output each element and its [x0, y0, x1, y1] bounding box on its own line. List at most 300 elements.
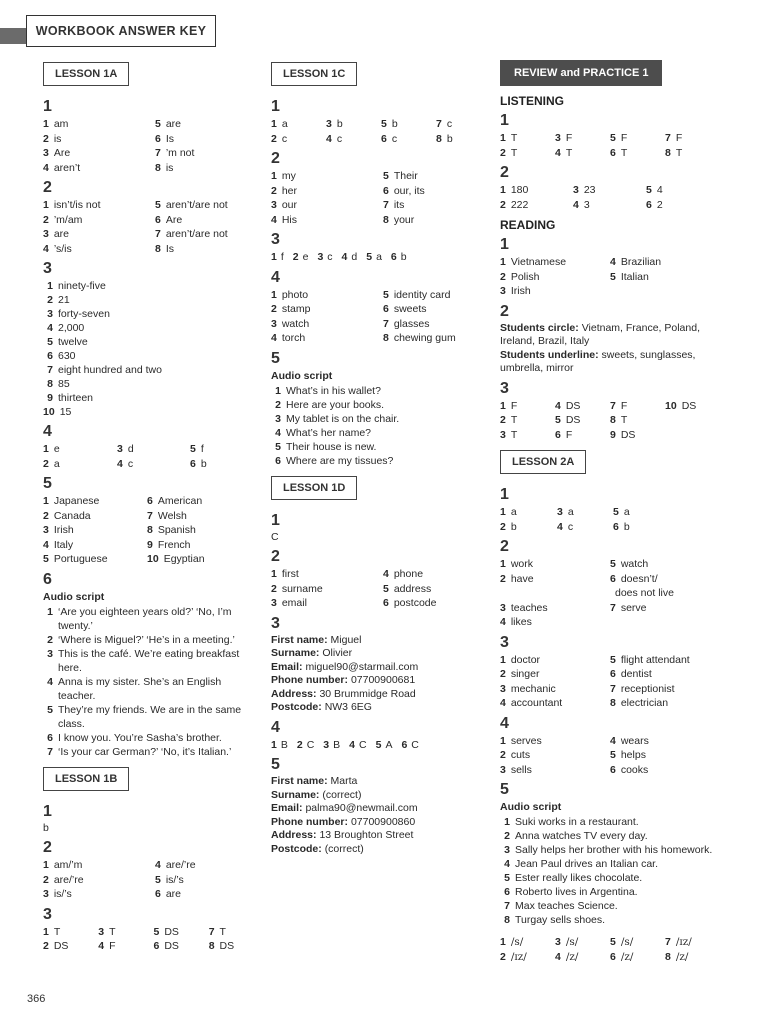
answer-text: DS [164, 940, 179, 952]
answer-cell [646, 183, 706, 198]
item-number: 4 [43, 242, 49, 255]
item-number: 1 [43, 443, 49, 455]
answer-cell [271, 317, 383, 332]
answer-row [500, 255, 720, 270]
item-number: 9 [147, 538, 153, 551]
answer-cell [147, 523, 247, 538]
exercise-1c-2 [271, 150, 486, 227]
answer-text: a [281, 118, 288, 130]
students-underline: Students underline: sweets, sunglasses, umbrella, mirror [500, 348, 696, 374]
answer-text: glasses [393, 317, 430, 330]
answer-cell [383, 184, 483, 199]
answer-cell [613, 505, 673, 520]
item-text: Where are my tissues? [286, 454, 394, 467]
list-item [500, 871, 720, 885]
answer-cell [610, 667, 720, 682]
item-number: 2 [43, 213, 49, 226]
item-number: 2 [500, 414, 506, 426]
answer-cell [610, 696, 720, 711]
answer-cell [43, 509, 147, 524]
item-number: 5 [381, 118, 387, 130]
answer-row [271, 596, 486, 611]
answer-cell [271, 288, 383, 303]
answer-row [271, 198, 486, 213]
item-number: 2 [500, 270, 506, 283]
form-field [271, 816, 486, 830]
answer-cell [610, 682, 720, 697]
answer-cell [665, 131, 715, 146]
answer-cell [500, 270, 610, 285]
students-circle: Students circle: Vietnam, France, Poland, Ireland, Brazil, Italy [500, 321, 700, 347]
item-number: 3 [317, 251, 324, 263]
item-number: 1 [500, 184, 506, 196]
answer-row [500, 615, 720, 630]
field-label: Phone number: [271, 674, 349, 686]
answer-text: are [53, 228, 70, 240]
answer-cell [43, 242, 155, 257]
answer-cell [610, 615, 720, 630]
item-number: 8 [383, 332, 389, 344]
exercise-number: 3 [500, 633, 509, 651]
item-number: 7 [383, 199, 389, 211]
exercise-number: 2 [500, 164, 509, 181]
phonetic-symbol: /s/ [565, 936, 579, 948]
answer-text: c [327, 251, 333, 263]
answer-row [500, 131, 720, 146]
item-number: 8 [610, 697, 616, 709]
list-item [43, 647, 258, 675]
exercise-1b-1 [43, 803, 258, 836]
answer-text: C [306, 738, 315, 751]
answer-cell [381, 132, 436, 147]
item-text: ninety-five [58, 280, 106, 292]
exercise-2a-4 [500, 715, 720, 778]
answer-cell [610, 653, 720, 668]
item-number: 1 [47, 605, 53, 618]
answer-text: is/’s [165, 873, 184, 886]
exercise-number: 2 [500, 302, 509, 320]
answer-cell [665, 146, 715, 161]
item-number: 3 [555, 132, 561, 144]
answer-text: DS [620, 428, 636, 441]
item-number: 4 [557, 520, 563, 533]
answer-text: c [127, 457, 134, 470]
answer-text: aren’t [53, 161, 81, 174]
answer-cell [500, 284, 610, 299]
answer-cell [155, 213, 255, 228]
answer-text: 4 [656, 184, 663, 196]
answer-cell [271, 302, 383, 317]
answer-row [43, 552, 258, 567]
exercise-number: 3 [271, 614, 280, 632]
answer-cell [646, 198, 706, 213]
item-text: Jean Paul drives an Italian car. [515, 858, 659, 870]
item-number: 10 [147, 553, 159, 565]
item-number: 3 [500, 428, 506, 441]
answer-cell [43, 117, 155, 132]
item-number: 2 [43, 509, 49, 522]
answer-row [271, 132, 486, 147]
answer-cell [383, 331, 483, 346]
answer-cell [436, 132, 476, 147]
answer-cell [500, 428, 555, 443]
answer-cell [555, 146, 610, 161]
answer-cell [155, 873, 255, 888]
answer-cell [573, 183, 646, 198]
item-number: 1 [271, 568, 277, 580]
answer-text: T [53, 925, 61, 938]
answer-cell [500, 505, 557, 520]
answer-text: Japanese [53, 495, 100, 507]
answer-text: surname [281, 582, 323, 595]
exercise-number: 1 [271, 98, 280, 115]
answer-row [43, 242, 258, 257]
answer-text: 222 [510, 198, 529, 211]
answer-row [500, 146, 720, 161]
exercise-1d-2 [271, 548, 486, 611]
field-label: Address: [271, 829, 317, 841]
list-item [500, 913, 720, 927]
answer-text: c [446, 118, 453, 130]
exercise-1a-5 [43, 475, 258, 567]
answer-cell [610, 748, 720, 763]
item-number: 3 [326, 118, 332, 130]
answer-text: is [53, 132, 62, 145]
answer-text: Irish [53, 524, 74, 536]
answer-text: is/’s [53, 888, 72, 900]
audio-script-label: Audio script [500, 801, 562, 813]
list-item [500, 885, 720, 899]
answer-text: doctor [510, 653, 541, 666]
item-number: 3 [117, 443, 123, 455]
answer-cell [500, 586, 610, 601]
answer-text: His [281, 213, 298, 226]
item-number: 8 [208, 940, 215, 952]
listening-1 [500, 112, 720, 160]
answer-cell [147, 552, 247, 567]
answer-text: e [53, 443, 60, 455]
answer-cell [43, 939, 98, 954]
item-number: 1 [500, 132, 506, 144]
answer-text: B [333, 738, 341, 751]
answer-row [500, 284, 720, 299]
item-number: 6 [47, 731, 53, 744]
answer-cell [43, 887, 155, 902]
item-number: 5 [646, 184, 652, 196]
answer-text: Italy [53, 538, 74, 551]
answer-text: cuts [510, 749, 531, 761]
item-number: 8 [504, 914, 510, 926]
item-number: 6 [390, 251, 397, 263]
answer-row [43, 457, 258, 472]
field-value: Miguel [330, 633, 362, 646]
answer-text: email [281, 597, 307, 609]
item-number: 5 [155, 118, 161, 130]
answer-cell [271, 567, 383, 582]
item-text: I know you. You’re Sasha’s brother. [58, 731, 222, 744]
answer-cell [383, 582, 483, 597]
item-number: 2 [500, 572, 506, 585]
answer-text: Italian [620, 270, 649, 283]
item-text: forty-seven [58, 308, 110, 320]
answer-cell [155, 858, 255, 873]
answer-cell [43, 146, 155, 161]
answer-cell [43, 227, 155, 242]
answer-row [271, 184, 486, 199]
answer-cell [383, 596, 483, 611]
answer-text: b [336, 118, 343, 130]
item-number: 5 [190, 443, 196, 455]
answer-cell [147, 538, 247, 553]
item-number: 5 [155, 873, 161, 886]
answer-text: Vietnamese [510, 256, 567, 268]
answer-row [271, 117, 486, 132]
answer-cell [500, 748, 610, 763]
answer-text: DS [53, 940, 69, 952]
list-item [271, 454, 486, 468]
item-number: 5 [610, 270, 616, 283]
list-item [271, 426, 486, 440]
item-number: 7 [436, 118, 442, 130]
item-number: 7 [665, 132, 671, 144]
item-number: 3 [271, 317, 277, 330]
exercise-number: 1 [500, 236, 509, 253]
answer-row [271, 331, 486, 346]
answer-row [43, 146, 258, 161]
answer-cell [610, 428, 665, 443]
item-number: 4 [341, 251, 348, 263]
exercise-number: 3 [271, 231, 280, 248]
answer-cell [610, 734, 720, 749]
answer-cell [500, 667, 610, 682]
answer-text: T [620, 146, 628, 159]
exercise-1b-2 [43, 839, 258, 902]
answer-text: T [510, 132, 518, 144]
item-text: 2,000 [58, 322, 85, 334]
answer-text: photo [281, 288, 309, 301]
answer-cell [610, 763, 720, 778]
item-text: What’s in his wallet? [286, 384, 381, 397]
answer-text: b [391, 118, 398, 130]
reading-3 [500, 380, 720, 443]
field-value: Marta [330, 775, 358, 787]
item-number: 1 [500, 558, 506, 570]
answer-row [271, 250, 486, 265]
answer-text: DS [565, 414, 581, 426]
answer-text: c [281, 132, 288, 145]
item-number: 1 [275, 384, 281, 397]
answer-row [500, 520, 720, 535]
answer-cell [43, 858, 155, 873]
answer-text: Are [165, 213, 183, 226]
item-number: 4 [500, 697, 506, 709]
exercise-number: 6 [43, 570, 52, 588]
item-number: 2 [500, 749, 506, 761]
answer-text: b [400, 251, 407, 263]
list-item [43, 633, 258, 647]
answer-row [43, 213, 258, 228]
answer-cell [500, 557, 610, 572]
answer-text: are/’re [53, 873, 84, 886]
answer-cell [383, 198, 483, 213]
item-number: 5 [610, 558, 616, 570]
item-number: 2 [271, 303, 277, 315]
item-text: My tablet is on the chair. [286, 412, 400, 425]
answer-text: b [510, 520, 517, 533]
answer-row [500, 270, 720, 285]
answer-cell [43, 552, 147, 567]
item-number: 2 [271, 184, 277, 197]
answer-cell [610, 586, 720, 601]
item-number: 5 [504, 872, 510, 884]
answer-row [500, 935, 720, 950]
item-number: 3 [43, 888, 49, 900]
exercise-number: 5 [500, 781, 509, 798]
exercise-number: 1 [43, 98, 52, 115]
answer-cell [190, 457, 250, 472]
item-number: 3 [47, 647, 53, 660]
answer-cell [555, 413, 610, 428]
answer-cell [557, 520, 613, 535]
answer-row [500, 601, 720, 616]
exercise-number: 5 [43, 475, 52, 492]
answer-row [43, 161, 258, 176]
exercise-1c-3 [271, 231, 486, 265]
item-number: 7 [155, 228, 161, 240]
item-number: 6 [504, 886, 510, 898]
item-number: 3 [43, 228, 49, 240]
item-number: 7 [47, 364, 53, 376]
answer-text: helps [620, 749, 646, 761]
answer-cell [271, 132, 326, 147]
item-number: 6 [555, 428, 561, 441]
item-number: 3 [573, 184, 579, 196]
answer-row [271, 738, 486, 753]
form-field [271, 674, 486, 688]
item-number: 1 [500, 936, 506, 948]
item-number: 2 [271, 582, 277, 595]
phonetic-symbol: /s/ [510, 936, 524, 948]
reading-1 [500, 236, 720, 299]
list-item [500, 829, 720, 843]
answer-cell [610, 399, 665, 414]
item-number: 1 [500, 256, 506, 268]
list-item [43, 731, 258, 745]
answer-cell [383, 567, 483, 582]
answer-text: a [623, 506, 630, 518]
item-number: 2 [43, 873, 49, 886]
answer-text: B [280, 738, 288, 751]
answer-text: teaches [510, 601, 548, 614]
answer-row [43, 887, 258, 902]
item-number: 6 [381, 132, 387, 145]
answer-text: d [351, 251, 358, 263]
answer-row [500, 586, 720, 601]
item-number: 2 [500, 146, 506, 159]
item-text: twelve [58, 336, 88, 348]
answer-row [43, 873, 258, 888]
answer-text: C [271, 530, 279, 543]
answer-text: postcode [393, 597, 437, 609]
answer-row [43, 939, 258, 954]
item-number: 3 [323, 738, 330, 751]
item-number: 2 [275, 398, 281, 411]
item-number: 7 [504, 900, 510, 912]
answer-text: C [359, 738, 367, 751]
answer-cell [190, 442, 250, 457]
answer-text: our, its [393, 184, 425, 197]
answer-cell [557, 505, 613, 520]
answer-text: French [157, 538, 191, 551]
exercise-number: 4 [43, 423, 52, 440]
item-number: 7 [610, 601, 616, 614]
answer-text: Welsh [157, 509, 187, 522]
answer-cell [436, 117, 476, 132]
item-number: 4 [555, 146, 561, 159]
answer-cell [383, 317, 483, 332]
field-label: First name: [271, 775, 328, 787]
item-number: 3 [500, 601, 506, 614]
answer-text: T [675, 146, 683, 159]
answer-row [500, 198, 720, 213]
exercise-1a-2 [43, 179, 258, 256]
form-field [271, 829, 486, 843]
answer-row [500, 734, 720, 749]
answer-cell [43, 457, 117, 472]
item-number: 7 [208, 925, 215, 938]
exercise-number: 4 [271, 268, 280, 286]
answer-text: dentist [620, 668, 652, 680]
item-text: ‘Is your car German?’ ‘No, it’s Italian.’ [58, 745, 232, 758]
answer-text: likes [510, 616, 532, 628]
form-field [271, 661, 486, 675]
exercise-1a-6 [43, 571, 258, 759]
item-number: 8 [147, 524, 153, 536]
answer-text: am/’m [53, 859, 83, 871]
item-text: Ester really likes chocolate. [515, 872, 643, 884]
list-item [271, 440, 486, 454]
answer-row [43, 523, 258, 538]
item-number: 3 [47, 308, 53, 320]
item-number: 5 [153, 925, 160, 938]
field-label: Surname: [271, 647, 320, 659]
answer-text: T [510, 428, 518, 441]
item-number: 5 [383, 582, 389, 595]
answer-cell [500, 682, 610, 697]
item-number: 8 [155, 161, 161, 174]
item-number: 6 [190, 457, 196, 470]
answer-text: our [281, 199, 298, 211]
answer-text: Brazilian [620, 256, 662, 268]
item-number: 3 [500, 682, 506, 695]
answer-row [43, 132, 258, 147]
answer-text: phone [393, 568, 424, 580]
answer-text: T [565, 146, 573, 159]
exercise-number: 3 [43, 260, 52, 277]
answer-text: Are [53, 147, 71, 159]
answer-row [271, 302, 486, 317]
item-number: 4 [610, 734, 616, 747]
corner-bar [0, 28, 28, 44]
item-number: 6 [610, 146, 616, 159]
item-number: 4 [349, 738, 355, 751]
phonetic-symbol: /ɪz/ [675, 936, 692, 948]
item-number: 7 [383, 317, 389, 330]
exercise-1d-4 [271, 719, 486, 753]
item-number: 4 [610, 256, 616, 268]
answer-cell [43, 132, 155, 147]
item-number: 2 [500, 198, 506, 211]
